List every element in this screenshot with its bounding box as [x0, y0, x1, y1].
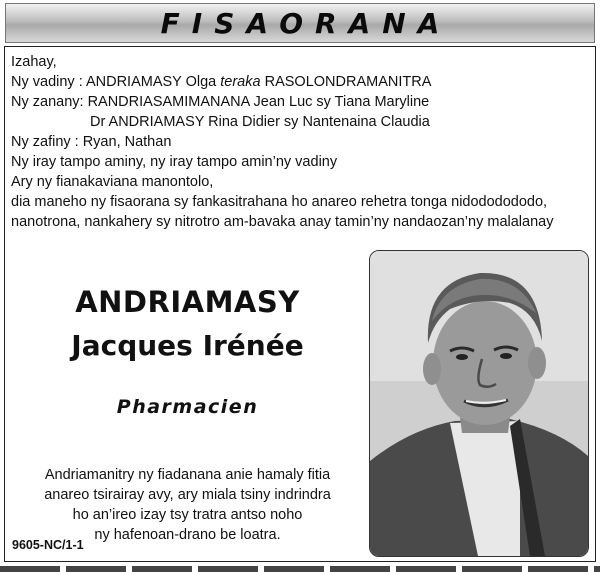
closing-text	[15, 465, 360, 545]
header-title: FISAORANA	[160, 6, 452, 40]
children-line-2: Dr ANDRIAMASY Rina Didier sy Nantenaina Claudia	[90, 114, 430, 130]
spouse-italic: teraka	[220, 74, 261, 90]
family-line: Ary ny fianakaviana manontolo,	[11, 174, 214, 190]
deceased-name	[10, 282, 365, 366]
portrait-illustration	[370, 251, 588, 556]
thanks-line: dia maneho ny fisaorana sy fankasitrahana ho anareo rehetra tonga nidododododo,	[11, 194, 548, 210]
closing-line-1: Andriamanitry ny fiadanana anie hamaly fitia	[44, 467, 331, 483]
deceased-profession: Pharmacien	[116, 396, 259, 418]
deceased-first-names: Jacques Irénée	[71, 329, 304, 362]
family-text	[11, 52, 591, 232]
spouse-line	[11, 72, 591, 92]
deceased-surname: ANDRIAMASY	[75, 285, 300, 319]
spouse-suffix: RASOLONDRAMANITRA	[260, 74, 432, 90]
closing-line-3: ho an’ireo izay tsy tratra antso noho	[72, 507, 303, 523]
siblings-line: Ny iray tampo aminy, ny iray tampo amin’ny vadiny	[11, 154, 338, 170]
grandchildren-line: Ny zafiny : Ryan, Nathan	[11, 134, 172, 150]
closing-line-4: ny hafenoan-drano be loatra.	[94, 527, 281, 543]
children-line: Ny zanany: RANDRIASAMIMANANA Jean Luc sy Tiana Maryline	[11, 94, 430, 110]
header-banner	[5, 3, 595, 43]
reference-code: 9605-NC/1-1	[12, 538, 84, 552]
thanks-line-2: nanotrona, nankahery sy nitrotro am-bavaka anay tamin’ny nandaozan’ny malalanay	[11, 214, 554, 230]
portrait-photo	[369, 250, 589, 557]
bottom-rule	[0, 566, 600, 572]
greeting-line: Izahay,	[11, 54, 57, 70]
closing-line-2: anareo tsirairay avy, ary miala tsiny indrindra	[44, 487, 331, 503]
spouse-prefix: Ny vadiny : ANDRIAMASY Olga	[11, 74, 221, 90]
